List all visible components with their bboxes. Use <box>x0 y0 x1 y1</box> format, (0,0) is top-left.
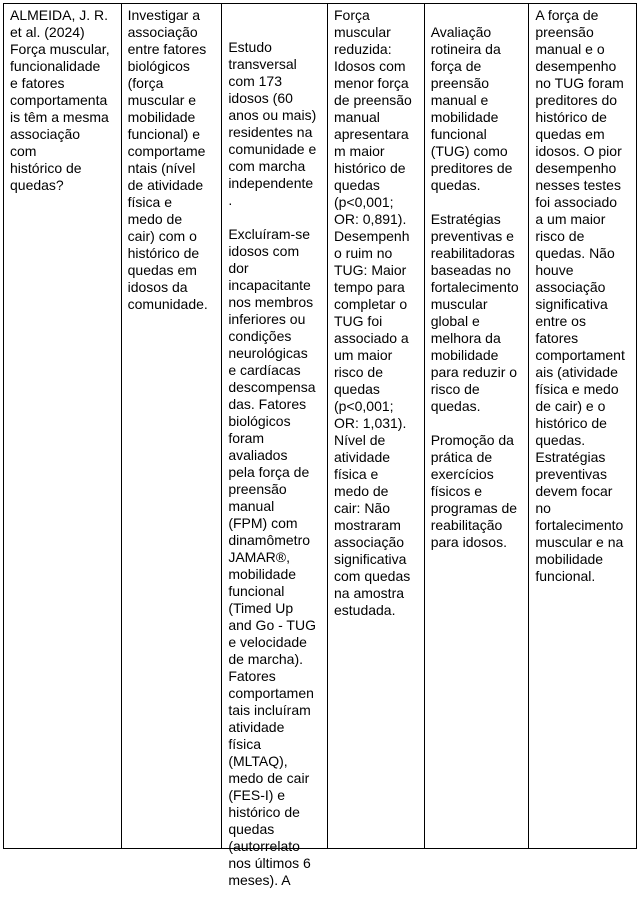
implications-paragraph-promotion: Promoção da prática de exercícios físicos e programas de reabilitação para idosos. <box>430 432 518 550</box>
implications-paragraph-strategies: Estratégias preventivas e reabilitadoras baseadas no fortalecimento muscular global e melhora da mobilidade para reduzir o risco de quedas. <box>430 211 519 414</box>
cell-implications <box>425 4 530 848</box>
methods-paragraph-details: Excluíram-se idosos com dor incapacitante nos membros inferiores ou condições neurológicas e cardíacas descompensa das. Fatores biológicos foram avaliados pela força de preensão manual (FPM) com dinamômetro JAMAR®, mobilidade funcional (Timed Up and Go - TUG e velocidade de marcha). Fatores comportamen tais incluíram atividade física (MLTAQ), medo de cair (FES-I) e histórico de quedas (autorrelato nos últimos 6 meses). A <box>228 226 316 888</box>
methods-paragraph-design: Estudo transversal com 173 idosos (60 anos ou mais) residentes na comunidade e com marcha independente . <box>228 39 317 208</box>
implications-paragraph-assessment: Avaliação rotineira da força de preensão manual e mobilidade funcional (TUG) como preditores de quedas. <box>430 24 513 193</box>
cell-objective: Investigar a associação entre fatores biológicos (força muscular e mobilidade funcional) e comportame ntais (nível de atividade física e medo de cair) com o histórico de quedas em idosos da comunidade. <box>122 4 223 848</box>
cell-results: Força muscular reduzida: Idosos com menor força de preensão manual apresentara m maior histórico de quedas (p<0,001; OR: 0,891). Desempenh o ruim no TUG: Maior tempo para completar o TUG foi associado a um maior risco de quedas (p<0,001; OR: 1,031). Nível de atividade física e medo de cair: Não mostraram associação significativa com quedas na amostra estudada. <box>328 4 425 848</box>
cell-reference-title: ALMEIDA, J. R. et al. (2024) Força muscular, funcionalidade e fatores comportamenta is têm a mesma associação com histórico de quedas? <box>4 4 122 848</box>
study-table <box>3 3 637 888</box>
cell-conclusion: A força de preensão manual e o desempenho no TUG foram preditores do histórico de quedas em idosos. O pior desempenho nesses testes foi associado a um maior risco de quedas. Não houve associação significativa entre os fatores comportament ais (atividade física e medo de cair) e o histórico de quedas. Estratégias preventivas devem focar no fortalecimento muscular e na mobilidade funcional. <box>535 7 625 584</box>
cell-methods <box>222 4 328 888</box>
